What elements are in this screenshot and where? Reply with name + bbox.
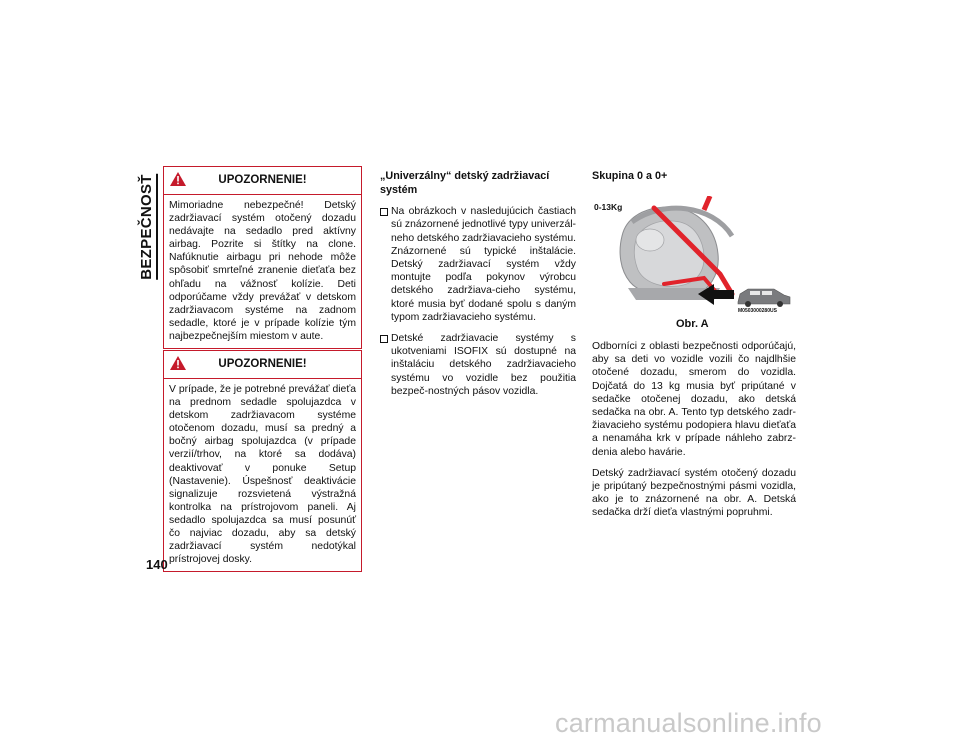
warning-header (164, 351, 361, 379)
bullet-text: Na obrázkoch v nasledujúcich častiach sú znázornené jednotlivé typy univerzál-neho detského zadržiavacieho systému. Znázornené sú typické inštalácie. Detský zadržiavací systém vždy montujte podľa pokynov výrobcu detského zadržiava-cieho systému, ktoré musia byť dodané spolu s daným typom zadržiavacieho systému. (391, 206, 576, 323)
universal-restraint-section (380, 170, 576, 398)
warning-header (164, 167, 361, 195)
bullet-item (380, 205, 576, 324)
warning-box (163, 350, 362, 572)
checkbox-bullet-icon (380, 335, 388, 343)
bullet-item (380, 332, 576, 398)
group-description (592, 340, 796, 520)
group-heading-block (592, 170, 796, 184)
warning-title: UPOZORNENIE! (218, 174, 307, 186)
warning-text: V prípade, že je potrebné prevážať dieťa na prednom sedadle spolujazdca v detskom zadržiavacom systéme otočenom dozadu, musí sa predný a bočný airbag spolujazdca (v prípade verzií/trhov, na ktoré sa dodáva) deaktivovať v ponuke Setup (Nastavenie). Úspešnosť deaktivácie signalizuje rozsvietená výstražná kontrolka na prístrojovom paneli. Aj sedadlo spolujazdca sa musí posunúť čo najviac dozadu, aby sa detský zadržiavací systém nedotýkal prístrojovej dosky. (169, 384, 356, 566)
bullet-text: Detské zadržiavacie systémy s ukotveniami ISOFIX sú dostupné na inštaláciu detského zadržiavacieho systému vo vozidle bez použitia bezpeč-nostných pásov vozidla. (391, 333, 576, 397)
warning-text: Mimoriadne nebezpečné! Detský zadržiavací systém otočený dozadu nedávajte na sedadlo pred aktívny airbag. Pozrite si štítky na clone. Nafúknutie airbagu pri nehode môže spôsobiť smrteľné zranenie dieťaťa bez ohľadu na vážnosť kolízie. Deti odporúčame vždy prevážať v detskom zadržiavacom systéme na zadnom sedadle, ktoré je v prípade kolízie tým najbezpečnejším miestom v aute. (169, 200, 356, 342)
child-seat-illustration (592, 196, 798, 314)
weight-label: 0-13Kg (594, 202, 623, 212)
section-heading: Skupina 0 a 0+ (592, 170, 668, 182)
warning-title: UPOZORNENIE! (218, 358, 307, 370)
section-side-title: BEZPEČNOSŤ (136, 172, 160, 282)
watermark: carmanualsonline.info (555, 708, 822, 738)
checkbox-bullet-icon (380, 208, 388, 216)
warning-triangle-icon (170, 172, 186, 186)
warning-box (163, 166, 362, 349)
figure-code: M0503000280US (738, 308, 777, 314)
body-paragraph: Detský zadržiavací systém otočený dozadu je pripútaný bezpečnostnými pásmi vozidla, ako je to znázornené na obr. A. Detská sedačka drží dieťa vlastnými popruhmi. (592, 467, 796, 519)
body-paragraph: Odborníci z oblasti bezpečnosti odporúčajú, aby sa deti vo vozidle vozili čo najdlhšie otočené dozadu, smerom do vozidla. Dojčatá do 13 kg musia byť pripútané v sedačke otočenej dozadu, ako detská sedačka na obr. A. Tento typ detského zadr-žiavacieho systému podopiera hlavu dieťaťa a nenamáha krk v prípade náhleho zabrz-denia alebo havárie. (592, 341, 796, 458)
rear-facing-seat-figure (592, 196, 798, 314)
figure-caption: Obr. A (676, 318, 709, 330)
page-number: 140 (146, 557, 168, 572)
section-heading: „Univerzálny“ detský zadržiavací systém (380, 170, 550, 196)
warning-triangle-icon (170, 356, 186, 370)
